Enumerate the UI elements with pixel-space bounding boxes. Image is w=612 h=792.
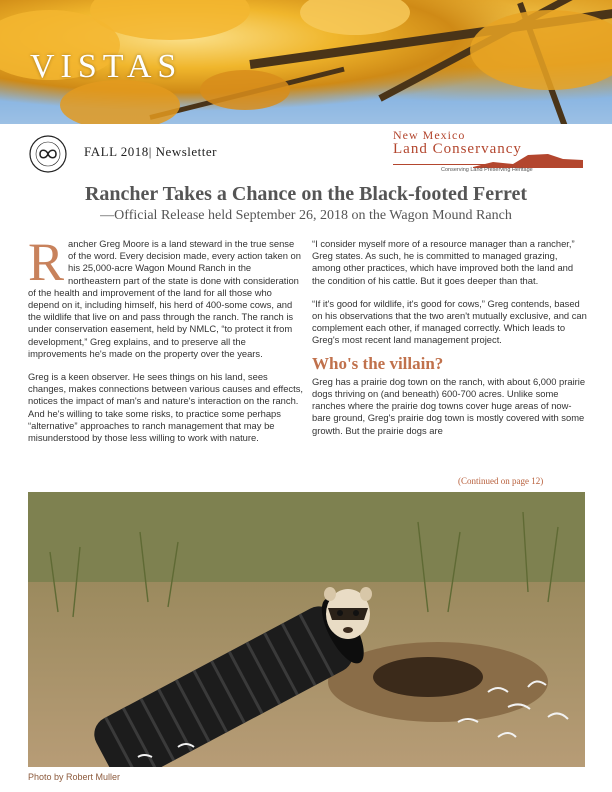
ferret-photo-illustration xyxy=(28,492,585,767)
continued-link[interactable]: (Continued on page 12) xyxy=(458,476,544,486)
article-subtitle: —Official Release held September 26, 2018 on the Wagon Mound Ranch xyxy=(100,208,512,223)
paragraph: Greg is a keen observer. He sees things on his land, sees changes, makes connections between various causes and effects, notices the impact of man's and nature's interaction on the ranch. And he's willing to take some risks, to practice some perhaps “alternative” approaches to ranch management that may be misunderstood by those less willing to work with nature. xyxy=(28,371,303,444)
accreditation-seal-icon xyxy=(28,134,68,174)
issue-label: FALL 2018| Newsletter xyxy=(84,144,217,159)
paragraph: “I consider myself more of a resource manager than a rancher,” Greg states. As such, he is committed to managed grazing, among other practices, which have improved both the land and the condition of his cattle. But it goes deeper than that. xyxy=(312,238,575,286)
section-heading: Who's the villain? xyxy=(312,353,444,373)
masthead-title: VISTAS xyxy=(30,48,183,85)
logo-line1: New Mexico xyxy=(393,128,466,142)
logo-rule xyxy=(393,164,583,166)
nmlc-logo xyxy=(393,128,583,178)
right-column xyxy=(312,238,587,448)
paragraph: “If it's good for wildlife, it's good for cows,” Greg contends, based on his observations that the two aren't mutually exclusive, and can complement each other, if managed correctly. Which leads to Greg's most recent land management project. xyxy=(312,297,587,346)
article-title: Rancher Takes a Chance on the Black-footed Ferret xyxy=(84,183,527,205)
photo-caption: Photo by Robert Muller xyxy=(28,772,121,782)
drop-cap: R xyxy=(28,232,65,292)
paragraph xyxy=(28,232,303,360)
masthead-banner xyxy=(0,0,612,124)
logo-line2: Land Conservancy xyxy=(393,141,522,157)
paragraph: Greg has a prairie dog town on the ranch, with about 6,000 prairie dogs thriving on (and beneath) 600-700 acres. Unlike some ranches where the prairie dog towns cover huge areas of now-bare ground, Greg's prairie dog town is mostly covered with some growth. But the prairie dogs are xyxy=(312,375,586,436)
paragraph-text: ancher Greg Moore is a land steward in the true sense of the word. Every decision made, every action taken on his 25,000-acre Wagon Mound Ranch in the northeastern part of the state is done with consideration of the health and improvement of the land for all those who depend on it, including himself, his herd of 400-some cows, and the wildlife that live on and pass through the ranch. The ranch is under conservation easement, held by NMLC, “to protect it from development,” Greg explains, and to preserve all the improvements he's made on the property over the years. xyxy=(28,238,301,359)
ferret-photo xyxy=(28,492,585,767)
logo-tagline: Conserving Land Preserving Heritage xyxy=(441,167,533,173)
left-column xyxy=(28,232,303,455)
